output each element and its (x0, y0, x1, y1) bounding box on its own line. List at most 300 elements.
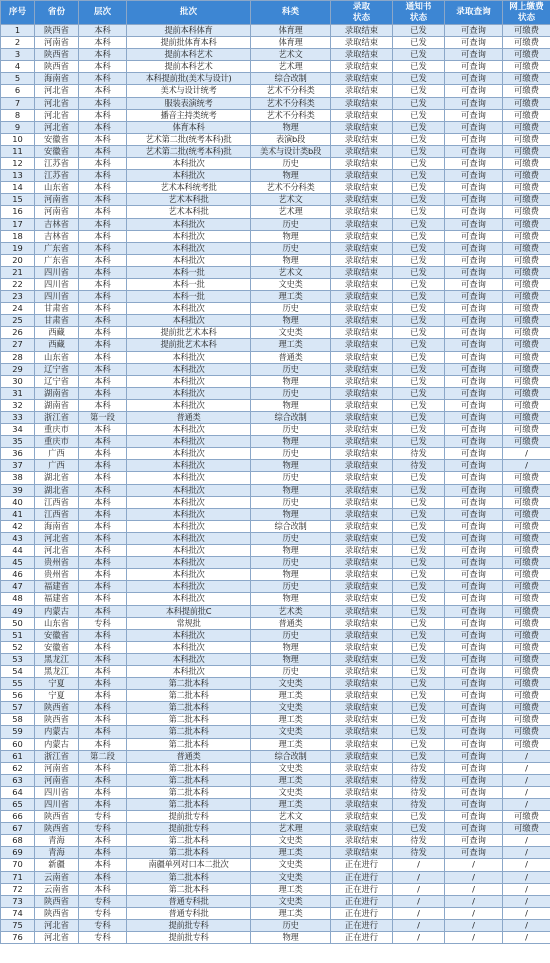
row-notice-status: 已发 (393, 532, 445, 544)
row-admission-status: 录取结束 (331, 327, 393, 339)
row-notice-status: / (393, 871, 445, 883)
row-index: 57 (1, 702, 35, 714)
row-payment-status: 可缴费 (503, 641, 550, 653)
row-query-status: 可查询 (445, 254, 503, 266)
row-category: 物理 (251, 460, 331, 472)
row-payment-status: 可缴费 (503, 278, 550, 290)
row-level: 本科 (79, 49, 127, 61)
row-category: 物理 (251, 932, 331, 944)
table-row (1, 678, 550, 690)
row-index: 9 (1, 121, 35, 133)
row-batch: 本科批次 (127, 303, 251, 315)
row-level: 本科 (79, 37, 127, 49)
row-province: 河北省 (35, 919, 79, 931)
row-query-status: 可查询 (445, 593, 503, 605)
header-notice-status: 通知书 状态 (393, 1, 445, 25)
row-payment-status: 可缴费 (503, 484, 550, 496)
table-row (1, 387, 550, 399)
row-admission-status: 录取结束 (331, 629, 393, 641)
row-level: 本科 (79, 774, 127, 786)
row-province: 海南省 (35, 520, 79, 532)
row-province: 江西省 (35, 496, 79, 508)
row-payment-status: 可缴费 (503, 85, 550, 97)
table-row (1, 811, 550, 823)
row-category: 艺术类 (251, 605, 331, 617)
row-level: 第二段 (79, 750, 127, 762)
row-index: 28 (1, 351, 35, 363)
table-row (1, 460, 550, 472)
row-province: 宁夏 (35, 690, 79, 702)
row-admission-status: 录取结束 (331, 762, 393, 774)
row-query-status: 可查询 (445, 714, 503, 726)
row-admission-status: 录取结束 (331, 786, 393, 798)
table-row (1, 97, 550, 109)
row-index: 67 (1, 823, 35, 835)
row-query-status: 可查询 (445, 37, 503, 49)
row-notice-status: 已发 (393, 73, 445, 85)
row-payment-status: / (503, 907, 550, 919)
row-category: 文史类 (251, 859, 331, 871)
header-row (1, 1, 550, 25)
row-notice-status: 已发 (393, 738, 445, 750)
row-query-status: 可查询 (445, 629, 503, 641)
row-level: 本科 (79, 230, 127, 242)
row-payment-status: 可缴费 (503, 37, 550, 49)
row-province: 广东省 (35, 254, 79, 266)
row-province: 安徽省 (35, 629, 79, 641)
row-province: 广东省 (35, 242, 79, 254)
row-batch: 本科批次 (127, 436, 251, 448)
row-category: 历史 (251, 665, 331, 677)
row-category: 理工类 (251, 799, 331, 811)
row-category: 艺术文 (251, 811, 331, 823)
row-level: 本科 (79, 714, 127, 726)
row-province: 河北省 (35, 545, 79, 557)
row-batch: 第二批本科 (127, 726, 251, 738)
row-batch: 第二批本科 (127, 883, 251, 895)
header-admission-query: 录取查询 (445, 1, 503, 25)
row-payment-status: 可缴费 (503, 424, 550, 436)
row-notice-status: 已发 (393, 557, 445, 569)
row-level: 本科 (79, 121, 127, 133)
row-payment-status: 可缴费 (503, 557, 550, 569)
row-admission-status: 录取结束 (331, 339, 393, 351)
row-category: 历史 (251, 158, 331, 170)
row-category: 历史 (251, 424, 331, 436)
row-index: 20 (1, 254, 35, 266)
row-province: 陕西省 (35, 811, 79, 823)
row-payment-status: 可缴费 (503, 569, 550, 581)
row-payment-status: / (503, 883, 550, 895)
row-batch: 南疆单列对口本二批次 (127, 859, 251, 871)
row-admission-status: 录取结束 (331, 158, 393, 170)
row-query-status: 可查询 (445, 569, 503, 581)
row-category: 物理 (251, 593, 331, 605)
row-category: 综合改制 (251, 750, 331, 762)
row-level: 本科 (79, 557, 127, 569)
row-level: 本科 (79, 847, 127, 859)
table-row (1, 145, 550, 157)
table-row (1, 254, 550, 266)
row-admission-status: 正在进行 (331, 871, 393, 883)
row-level: 本科 (79, 97, 127, 109)
row-admission-status: 正在进行 (331, 859, 393, 871)
row-payment-status: / (503, 932, 550, 944)
row-notice-status: 已发 (393, 678, 445, 690)
table-row (1, 37, 550, 49)
row-batch: 体育本科 (127, 121, 251, 133)
row-payment-status: 可缴费 (503, 170, 550, 182)
row-category: 艺术文 (251, 266, 331, 278)
row-notice-status: 已发 (393, 375, 445, 387)
row-index: 14 (1, 182, 35, 194)
row-category: 理工类 (251, 883, 331, 895)
row-query-status: / (445, 932, 503, 944)
table-row (1, 907, 550, 919)
row-admission-status: 录取结束 (331, 278, 393, 290)
row-payment-status: 可缴费 (503, 520, 550, 532)
row-payment-status: 可缴费 (503, 726, 550, 738)
row-index: 5 (1, 73, 35, 85)
row-payment-status: 可缴费 (503, 242, 550, 254)
row-query-status: 可查询 (445, 484, 503, 496)
row-query-status: 可查询 (445, 762, 503, 774)
row-query-status: 可查询 (445, 85, 503, 97)
row-category: 文史类 (251, 678, 331, 690)
row-admission-status: 录取结束 (331, 496, 393, 508)
row-admission-status: 录取结束 (331, 436, 393, 448)
row-batch: 本科提前批C (127, 605, 251, 617)
row-batch: 第二批本科 (127, 690, 251, 702)
row-batch: 本科批次 (127, 593, 251, 605)
row-batch: 本科批次 (127, 424, 251, 436)
row-province: 青海 (35, 847, 79, 859)
row-index: 45 (1, 557, 35, 569)
row-level: 本科 (79, 799, 127, 811)
row-query-status: 可查询 (445, 133, 503, 145)
row-level: 本科 (79, 315, 127, 327)
row-province: 四川省 (35, 786, 79, 798)
row-notice-status: 已发 (393, 85, 445, 97)
row-level: 本科 (79, 545, 127, 557)
row-query-status: 可查询 (445, 242, 503, 254)
row-notice-status: 已发 (393, 641, 445, 653)
row-query-status: 可查询 (445, 605, 503, 617)
row-admission-status: 录取结束 (331, 37, 393, 49)
table-row (1, 835, 550, 847)
table-row (1, 762, 550, 774)
row-notice-status: 已发 (393, 182, 445, 194)
row-category: 理工类 (251, 291, 331, 303)
table-row (1, 170, 550, 182)
table-row (1, 871, 550, 883)
row-index: 38 (1, 472, 35, 484)
row-province: 山东省 (35, 617, 79, 629)
row-payment-status: 可缴费 (503, 581, 550, 593)
row-category: 历史 (251, 629, 331, 641)
row-province: 河北省 (35, 532, 79, 544)
table-row (1, 750, 550, 762)
row-notice-status: / (393, 932, 445, 944)
row-index: 50 (1, 617, 35, 629)
row-query-status: 可查询 (445, 363, 503, 375)
table-row (1, 859, 550, 871)
row-level: 本科 (79, 629, 127, 641)
row-query-status: 可查询 (445, 738, 503, 750)
row-province: 黑龙江 (35, 653, 79, 665)
row-level: 本科 (79, 678, 127, 690)
table-row (1, 847, 550, 859)
row-notice-status: 已发 (393, 714, 445, 726)
row-query-status: 可查询 (445, 351, 503, 363)
row-level: 专科 (79, 617, 127, 629)
row-level: 本科 (79, 786, 127, 798)
row-province: 湖北省 (35, 484, 79, 496)
row-level: 专科 (79, 811, 127, 823)
row-category: 文史类 (251, 871, 331, 883)
row-notice-status: 已发 (393, 508, 445, 520)
table-row (1, 774, 550, 786)
row-admission-status: 录取结束 (331, 738, 393, 750)
row-index: 21 (1, 266, 35, 278)
row-province: 河北省 (35, 85, 79, 97)
header-category: 科类 (251, 1, 331, 25)
row-admission-status: 录取结束 (331, 230, 393, 242)
row-index: 29 (1, 363, 35, 375)
row-level: 专科 (79, 919, 127, 931)
row-admission-status: 录取结束 (331, 508, 393, 520)
row-query-status: 可查询 (445, 532, 503, 544)
row-province: 重庆市 (35, 436, 79, 448)
row-category: 艺术理 (251, 823, 331, 835)
row-index: 10 (1, 133, 35, 145)
row-province: 内蒙古 (35, 738, 79, 750)
row-level: 本科 (79, 653, 127, 665)
row-batch: 美术与设计统考 (127, 85, 251, 97)
row-query-status: 可查询 (445, 774, 503, 786)
row-category: 美术与设计类b段 (251, 145, 331, 157)
row-query-status: 可查询 (445, 278, 503, 290)
row-payment-status: 可缴费 (503, 109, 550, 121)
row-notice-status: 已发 (393, 194, 445, 206)
row-category: 物理 (251, 569, 331, 581)
row-admission-status: 录取结束 (331, 520, 393, 532)
row-query-status: 可查询 (445, 690, 503, 702)
row-query-status: 可查询 (445, 315, 503, 327)
row-province: 河南省 (35, 774, 79, 786)
table-row (1, 412, 550, 424)
row-admission-status: 录取结束 (331, 460, 393, 472)
row-notice-status: 待发 (393, 762, 445, 774)
header-level: 层次 (79, 1, 127, 25)
row-admission-status: 录取结束 (331, 424, 393, 436)
row-query-status: 可查询 (445, 266, 503, 278)
row-notice-status: 已发 (393, 170, 445, 182)
row-category: 体育理 (251, 25, 331, 37)
row-admission-status: 录取结束 (331, 133, 393, 145)
row-batch: 本科批次 (127, 254, 251, 266)
row-batch: 本科批次 (127, 665, 251, 677)
row-batch: 第二批本科 (127, 847, 251, 859)
row-batch: 第二批本科 (127, 738, 251, 750)
row-category: 物理 (251, 121, 331, 133)
row-notice-status: 已发 (393, 726, 445, 738)
row-province: 山东省 (35, 182, 79, 194)
row-batch: 本科提前批(美术与设计) (127, 73, 251, 85)
table-row (1, 73, 550, 85)
row-category: 艺术不分科类 (251, 97, 331, 109)
row-admission-status: 录取结束 (331, 85, 393, 97)
row-query-status: 可查询 (445, 641, 503, 653)
row-payment-status: 可缴费 (503, 291, 550, 303)
row-province: 山东省 (35, 351, 79, 363)
row-level: 本科 (79, 254, 127, 266)
table-row (1, 327, 550, 339)
row-index: 18 (1, 230, 35, 242)
row-category: 历史 (251, 363, 331, 375)
row-admission-status: 录取结束 (331, 49, 393, 61)
row-query-status: / (445, 883, 503, 895)
row-admission-status: 录取结束 (331, 315, 393, 327)
row-batch: 本科批次 (127, 569, 251, 581)
row-batch: 提前批艺术本科 (127, 339, 251, 351)
row-query-status: 可查询 (445, 726, 503, 738)
row-notice-status: 待发 (393, 448, 445, 460)
row-level: 本科 (79, 460, 127, 472)
row-level: 本科 (79, 496, 127, 508)
table-row (1, 508, 550, 520)
table-row (1, 823, 550, 835)
row-admission-status: 录取结束 (331, 351, 393, 363)
row-level: 专科 (79, 823, 127, 835)
row-query-status: 可查询 (445, 97, 503, 109)
row-category: 文史类 (251, 762, 331, 774)
row-payment-status: / (503, 895, 550, 907)
row-admission-status: 录取结束 (331, 73, 393, 85)
row-province: 宁夏 (35, 678, 79, 690)
row-query-status: 可查询 (445, 508, 503, 520)
row-index: 39 (1, 484, 35, 496)
row-admission-status: 录取结束 (331, 799, 393, 811)
row-province: 江苏省 (35, 170, 79, 182)
row-level: 本科 (79, 339, 127, 351)
table-row (1, 593, 550, 605)
row-index: 37 (1, 460, 35, 472)
row-level: 本科 (79, 605, 127, 617)
row-notice-status: 已发 (393, 617, 445, 629)
row-index: 36 (1, 448, 35, 460)
row-admission-status: 录取结束 (331, 605, 393, 617)
row-province: 四川省 (35, 278, 79, 290)
row-level: 本科 (79, 303, 127, 315)
row-province: 黑龙江 (35, 665, 79, 677)
row-index: 48 (1, 593, 35, 605)
row-admission-status: 录取结束 (331, 25, 393, 37)
row-index: 19 (1, 242, 35, 254)
row-query-status: 可查询 (445, 182, 503, 194)
row-index: 12 (1, 158, 35, 170)
row-province: 陕西省 (35, 49, 79, 61)
row-batch: 艺术第二批(统考本科)批 (127, 145, 251, 157)
table-row (1, 653, 550, 665)
row-province: 广西 (35, 448, 79, 460)
table-row (1, 484, 550, 496)
row-category: 历史 (251, 532, 331, 544)
row-admission-status: 录取结束 (331, 121, 393, 133)
row-category: 理工类 (251, 714, 331, 726)
row-index: 51 (1, 629, 35, 641)
row-level: 本科 (79, 641, 127, 653)
row-batch: 本科批次 (127, 242, 251, 254)
row-query-status: / (445, 919, 503, 931)
row-province: 河南省 (35, 206, 79, 218)
row-admission-status: 录取结束 (331, 363, 393, 375)
row-level: 本科 (79, 194, 127, 206)
row-category: 理工类 (251, 774, 331, 786)
row-index: 13 (1, 170, 35, 182)
header-province: 省份 (35, 1, 79, 25)
row-notice-status: / (393, 883, 445, 895)
row-index: 66 (1, 811, 35, 823)
row-notice-status: 已发 (393, 351, 445, 363)
row-level: 本科 (79, 532, 127, 544)
row-query-status: 可查询 (445, 339, 503, 351)
row-notice-status: / (393, 895, 445, 907)
row-category: 艺术不分科类 (251, 182, 331, 194)
table-row (1, 472, 550, 484)
row-batch: 服装表演统考 (127, 97, 251, 109)
row-admission-status: 录取结束 (331, 774, 393, 786)
row-index: 68 (1, 835, 35, 847)
row-province: 陕西省 (35, 25, 79, 37)
row-admission-status: 录取结束 (331, 194, 393, 206)
row-admission-status: 录取结束 (331, 182, 393, 194)
header-index: 序号 (1, 1, 35, 25)
row-category: 历史 (251, 919, 331, 931)
table-row (1, 109, 550, 121)
row-province: 陕西省 (35, 714, 79, 726)
row-level: 本科 (79, 266, 127, 278)
row-level: 本科 (79, 508, 127, 520)
table-row (1, 194, 550, 206)
row-batch: 普通专科批 (127, 895, 251, 907)
row-admission-status: 录取结束 (331, 653, 393, 665)
row-category: 物理 (251, 545, 331, 557)
row-admission-status: 录取结束 (331, 266, 393, 278)
row-query-status: 可查询 (445, 158, 503, 170)
row-category: 文史类 (251, 702, 331, 714)
row-batch: 第二批本科 (127, 786, 251, 798)
row-province: 西藏 (35, 339, 79, 351)
row-level: 本科 (79, 859, 127, 871)
row-admission-status: 录取结束 (331, 593, 393, 605)
row-notice-status: 已发 (393, 363, 445, 375)
row-batch: 本科批次 (127, 484, 251, 496)
row-index: 55 (1, 678, 35, 690)
row-admission-status: 录取结束 (331, 811, 393, 823)
row-admission-status: 录取结束 (331, 61, 393, 73)
table-row (1, 545, 550, 557)
row-payment-status: 可缴费 (503, 254, 550, 266)
row-batch: 本科批次 (127, 170, 251, 182)
header-batch: 批次 (127, 1, 251, 25)
row-category: 物理 (251, 254, 331, 266)
row-notice-status: 已发 (393, 496, 445, 508)
row-notice-status: 已发 (393, 97, 445, 109)
row-level: 本科 (79, 387, 127, 399)
row-notice-status: 已发 (393, 158, 445, 170)
row-notice-status: 已发 (393, 121, 445, 133)
